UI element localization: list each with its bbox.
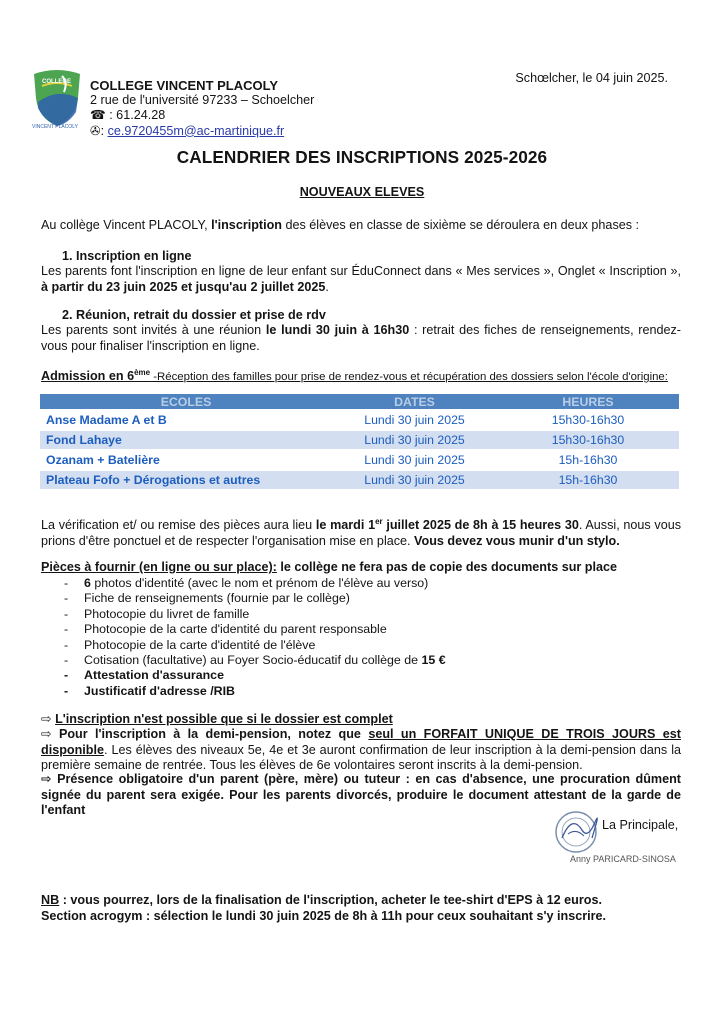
school-header: [90, 78, 314, 139]
phone-line: [90, 108, 314, 123]
verification-paragraph: [41, 514, 681, 549]
cell-date: Lundi 30 juin 2025: [332, 430, 497, 450]
note-dp-text: . Les élèves des niveaux 5e, 4e et 3e auront confirmation de leur inscription à la demi-pension dans la première semaine de rentrée. Tous les élèves de 6e volontaires seront inscrits à la demi-pension.: [41, 742, 681, 772]
list-item: - Cotisation (facultative) au Foyer Socio-éducatif du collège de 15 €: [64, 653, 624, 668]
admission-line: [41, 368, 668, 383]
cell-ecole: Ozanam + Batelière: [40, 450, 332, 470]
pieces-heading-rest: le collège ne fera pas de copie des documents sur place: [276, 560, 617, 574]
list-item: - Attestation d'assurance: [64, 668, 624, 683]
intro-bold: l'inscription: [211, 218, 282, 232]
cell-date: Lundi 30 juin 2025: [332, 470, 497, 489]
list-item: - Fiche de renseignements (fournie par le collège): [64, 591, 624, 606]
footer-acrogym: Section acrogym : sélection le lundi 30 juin 2025 de 8h à 11h pour ceux souhaitant s'y inscrire.: [41, 909, 607, 923]
phase1-end: .: [325, 279, 329, 294]
verification-text: La vérification et/ ou remise des pièces aura lieu: [41, 518, 316, 533]
cell-ecole: Plateau Fofo + Dérogations et autres: [40, 470, 332, 489]
email-separator: :: [100, 123, 105, 138]
phase2-date: le lundi 30 juin à 16h30: [265, 323, 410, 337]
email-icon: ✇: [90, 123, 101, 138]
verification-text-2: . Aussi, nous vous prions d'être ponctuel et de respecter l'organisation mise en place.: [41, 518, 682, 548]
note-complete-text: L'inscription n'est possible que si le dossier est complet: [55, 712, 393, 726]
arrow-icon: ⇨: [41, 727, 52, 741]
intro-text-end: des élèves en classe de sixième se déroulera en deux phases :: [282, 218, 640, 232]
table-row: [40, 410, 679, 430]
school-name: COLLEGE VINCENT PLACOLY: [90, 78, 279, 93]
pieces-heading-label: Pièces à fournir (en ligne ou sur place):: [41, 560, 277, 574]
cell-heure: 15h-16h30: [497, 470, 679, 489]
intro-text: Au collège Vincent PLACOLY,: [41, 218, 212, 232]
logo-text-bottom: VINCENT PLACOLY: [32, 124, 78, 130]
list-item: - 6 photos d'identité (avec le nom et prénom de l'élève au verso): [64, 576, 624, 591]
note-complete: [41, 712, 681, 728]
arrow-icon: ⇨: [41, 712, 52, 726]
phase1-dates: à partir du 23 juin 2025 et jusqu'au 2 juillet 2025: [41, 279, 326, 294]
footer-nb: [41, 893, 681, 909]
cell-heure: 15h30-16h30: [497, 430, 679, 450]
list-item: - Photocopie du livret de famille: [64, 607, 624, 622]
signature-title: La Principale,: [602, 818, 679, 832]
phase2-paragraph: [41, 323, 681, 354]
page-title: CALENDRIER DES INSCRIPTIONS 2025-2026: [176, 147, 548, 167]
nb-text: : vous pourrez, lors de la finalisation de l'inscription, acheter le tee-shirt d'EPS à 12 euros.: [59, 893, 602, 907]
pieces-list: [64, 576, 624, 699]
phase1-heading: 1. Inscription en ligne: [62, 249, 192, 263]
cell-date: Lundi 30 juin 2025: [332, 450, 497, 470]
column-header-dates: DATES: [332, 394, 497, 410]
phase1-paragraph: [41, 264, 681, 295]
cell-heure: 15h-16h30: [497, 450, 679, 470]
note-presence-text: Présence obligatoire d'un parent (père, mère) ou tuteur : en cas d'absence, une procuration dûment signée du parent sera exigée. Pour les parents divorcés, produire le document attestant de la garde de l'enfant: [41, 772, 681, 817]
phone-icon: ☎: [90, 108, 106, 123]
column-header-heures: HEURES: [497, 394, 679, 410]
note-demi-pension: [41, 727, 681, 774]
school-logo: [28, 68, 86, 130]
arrow-icon: ⇨: [41, 772, 52, 786]
cell-date: Lundi 30 juin 2025: [332, 410, 497, 430]
logo-text-top: COLLEGE: [42, 79, 72, 85]
email-link[interactable]: ce.9720455m@ac-martinique.fr: [107, 123, 285, 138]
cell-ecole: Anse Madame A et B: [40, 410, 332, 430]
signature-name: Anny PARICARD-SINOSA: [570, 854, 676, 864]
table-row: [40, 450, 679, 470]
phase2-end: : retrait des fiches de renseignements, rendez-vous pour finaliser l'inscription en ligne.: [41, 323, 681, 353]
page-subtitle: NOUVEAUX ELEVES: [299, 185, 425, 199]
pieces-heading: [41, 560, 681, 576]
phase2-text: Les parents sont invités à une réunion: [41, 323, 266, 337]
intro-paragraph: [41, 218, 681, 234]
list-item: - Photocopie de la carte d'identité du parent responsable: [64, 622, 624, 637]
list-item: - Photocopie de la carte d'identité de l'élève: [64, 638, 624, 653]
phone-number: : 61.24.28: [109, 108, 166, 123]
verification-date: le mardi 1er juillet 2025 de 8h à 15 heures 30: [315, 517, 579, 533]
phase2-heading: 2. Réunion, retrait du dossier et prise de rdv: [62, 308, 326, 322]
admission-label: Admission en 6ème: [41, 368, 151, 384]
admission-text: -Réception des familles pour prise de rendez-vous et récupération des dossiers selon l'école d'origine:: [150, 371, 668, 384]
date-line: Schœlcher, le 04 juin 2025.: [515, 71, 668, 85]
column-header-ecoles: ECOLES: [40, 394, 332, 410]
schedule-table: [40, 394, 679, 489]
cell-ecole: Fond Lahaye: [40, 430, 332, 450]
note-dp-forfait: seul un FORFAIT UNIQUE DE TROIS JOURS est disponible: [41, 727, 682, 757]
cell-heure: 15h30-16h30: [497, 410, 679, 430]
table-header-row: [40, 394, 679, 410]
note-dp-lead: Pour l'inscription à la demi-pension, notez que: [58, 727, 369, 741]
email-line: [90, 124, 314, 139]
phase1-text: Les parents font l'inscription en ligne de leur enfant sur ÉduConnect dans « Mes services », Onglet « Inscription »,: [41, 264, 681, 278]
school-address: 2 rue de l'université 97233 – Schoelcher: [90, 93, 315, 108]
list-item: - Justificatif d'adresse /RIB: [64, 684, 624, 699]
nb-label: NB: [41, 893, 60, 907]
table-row: [40, 470, 679, 489]
table-row: [40, 430, 679, 450]
verification-stylo: Vous devez vous munir d'un stylo.: [414, 533, 620, 548]
